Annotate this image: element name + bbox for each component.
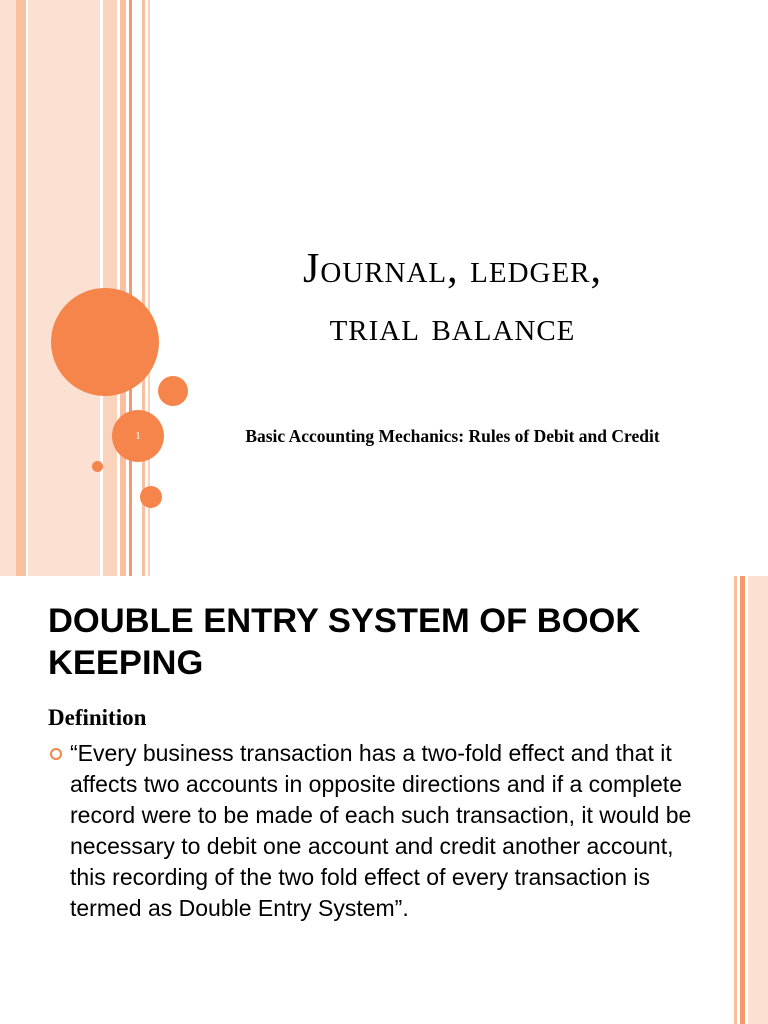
decorative-stripe [28, 0, 100, 576]
slide-number: 1 [135, 430, 141, 442]
title-line: trial balance [329, 304, 576, 350]
definition-text: “Every business transaction has a two-fold effect and that it affects two accounts in opposite directions and if a complete record were to be made of each such transaction, it would be necessary to debit one account and credit another account, this recording of the two fold effect of every transaction is termed as Double Entry System”. [70, 740, 692, 921]
title-line: Journal, ledger, [302, 246, 603, 292]
decorative-stripe [0, 0, 16, 576]
small-decorative-circle [158, 376, 188, 406]
large-decorative-circle [51, 288, 159, 396]
decorative-stripe [132, 0, 142, 576]
small-decorative-circle [140, 486, 162, 508]
tiny-decorative-circle [92, 461, 103, 472]
decorative-stripe [748, 576, 768, 1024]
slide-number-badge [112, 410, 164, 462]
slide-heading: DOUBLE ENTRY SYSTEM OF BOOK KEEPING [48, 602, 641, 682]
slide-title [200, 240, 705, 356]
slide-subtitle: Basic Accounting Mechanics: Rules of Debit and Credit [245, 426, 660, 446]
decorative-stripe [16, 0, 26, 576]
definition-subheading: Definition [48, 705, 147, 730]
hollow-circle-bullet-icon [50, 748, 62, 760]
